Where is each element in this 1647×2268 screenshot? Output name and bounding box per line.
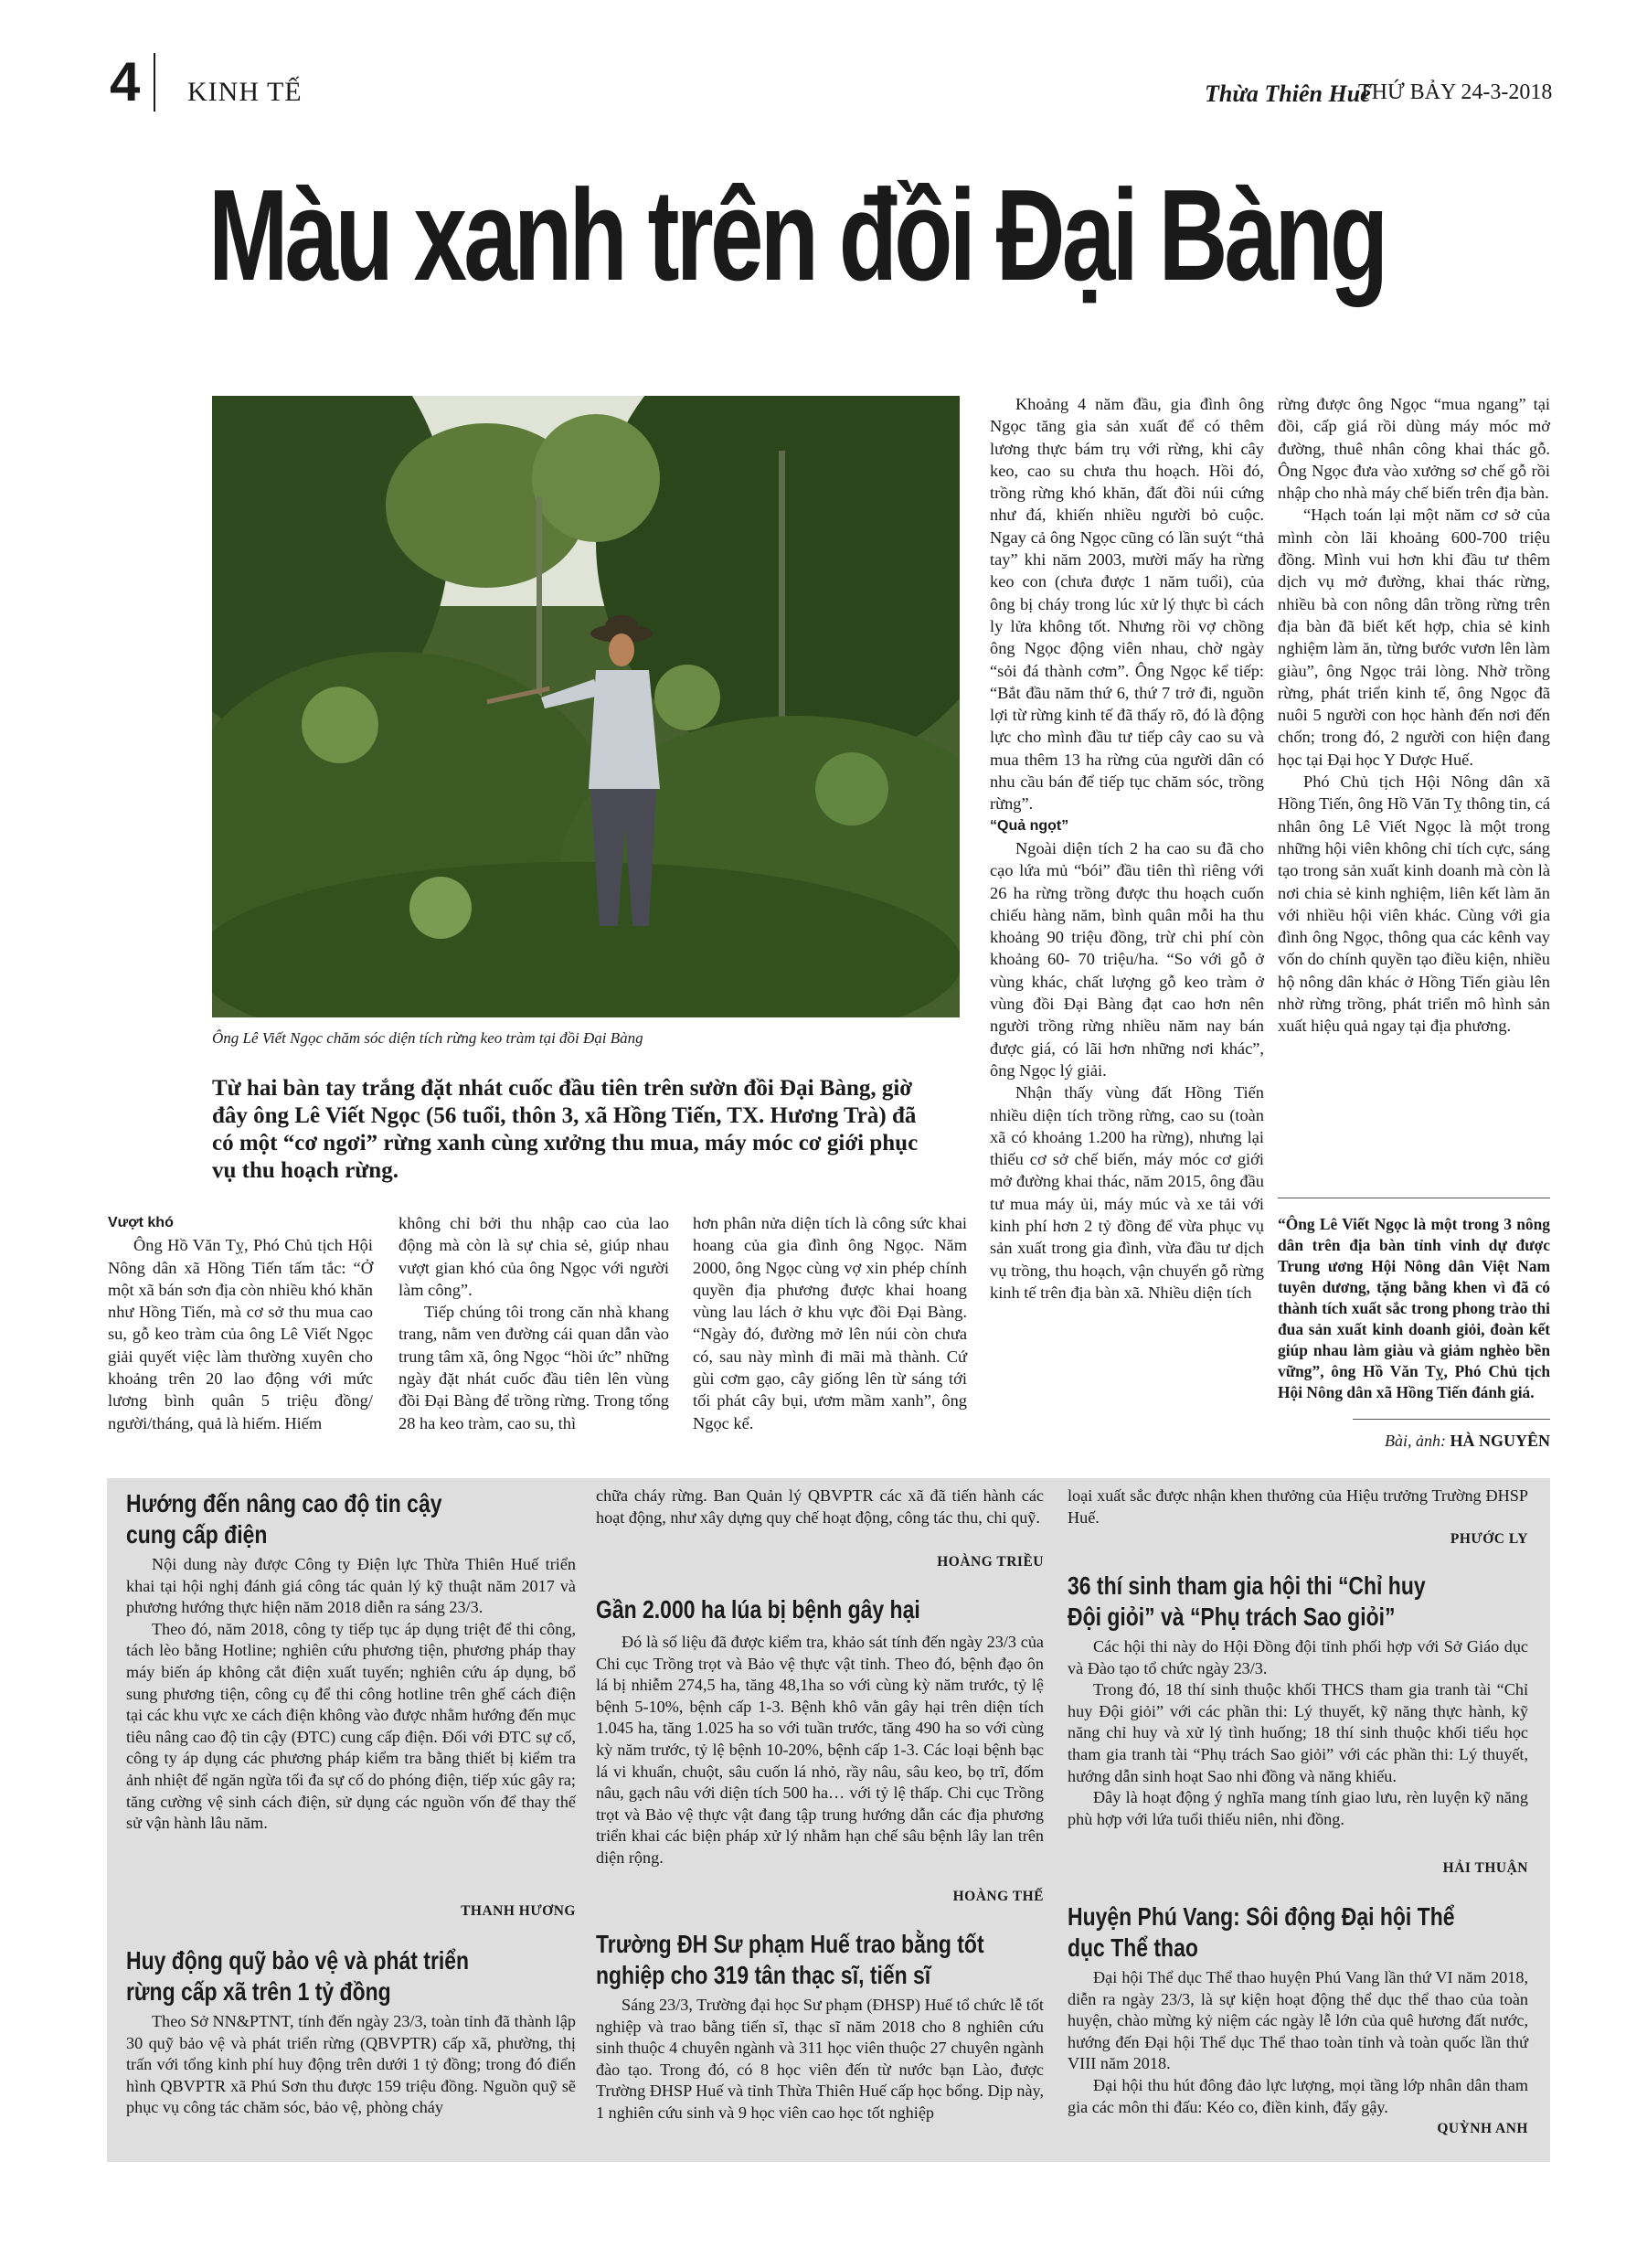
news-title-line: Trường ĐH Sư phạm Huế trao bằng tốt — [596, 1930, 984, 1958]
paragraph: Đây là hoạt động ý nghĩa mang tính giao lưu, rèn luyện kỹ năng phù hợp với lứa tuổi thiếu niên, nhi đồng. — [1068, 1788, 1528, 1828]
news-author: PHƯỚC LY — [1450, 1531, 1528, 1547]
page-number: 4 — [110, 51, 141, 112]
news-author: HOÀNG TRIỀU — [937, 1554, 1044, 1570]
news-title — [126, 1488, 441, 1550]
paragraph: Theo đó, năm 2018, công ty tiếp tục áp dụng triệt để thi công, tách lèo bằng Hotline; nghiên cứu phương tiện, phương pháp thay máy biến áp không cắt điện xuất tuyến; nghiên cứu áp dụng, bổ sung phương tiện, công cụ để thi công hotline trên ghế cách điện tại các khu vực xe cách điện không vào được nhằm hướng đến mục tiêu nâng cao độ tin cậy (ĐTC) cung cấp điện. Đối với ĐTC sự cố, công ty áp dụng các phương pháp kiểm tra bằng thiết bị kiểm tra ảnh nhiệt để ngăn ngừa tối đa sự cố do phóng điện, tiếp xúc gây ra; tăng cường vệ sinh cách điện, sử dụng các nguồn vốn để thay thế sử vận hành lâu năm. — [126, 1619, 576, 1833]
news-author: QUỲNH ANH — [1437, 2121, 1528, 2136]
news-author: HẢI THUẬN — [1442, 1860, 1528, 1876]
paragraph: rừng được ông Ngọc “mua ngang” tại đồi, cấp giá rồi dùng máy móc mở đường, thuê nhân công khai thác gỗ. Ông Ngọc đưa vào xưởng sơ chế gỗ rồi nhập cho nhà máy chế biến trên địa bàn. — [1278, 395, 1550, 503]
farmer-forest-illustration — [212, 396, 960, 1017]
news-title-line: Huyện Phú Vang: Sôi động Đại hội Thể — [1068, 1902, 1455, 1931]
paragraph: Sáng 23/3, Trường đại học Sư phạm (ĐHSP) Huế tổ chức lễ tốt nghiệp và trao bằng tiến sĩ, thạc sĩ năm 2018 cho 8 nghiên cứu sinh thuộc 4 chuyên ngành và 311 học viên thuộc 27 chuyên ngành đào tạo. Trong đó, có 8 học viên đến từ nước bạn Lào, được Trường ĐHSP Huế và tỉnh Thừa Thiên Huế cấp học bổng. Dịp này, 1 nghiên cứu sinh và 9 học viên cao học tốt nghiệp — [596, 1996, 1044, 2122]
paragraph: Theo Sở NN&PTNT, tính đến ngày 23/3, toàn tỉnh đã thành lập 30 quỹ bảo vệ và phát triển rừng (QBVPTR) cấp xã, phường, thị trấn với tổng kinh phí huy động trên dưới 1 tỷ đồng; trong đó điển hình QBVPTR xã Phú Sơn thu được 159 triệu đồng. Nguồn quỹ sẽ phục vụ công tác chăm sóc, bảo vệ, phòng cháy — [126, 2012, 576, 2117]
news-author: HOÀNG THẾ — [952, 1889, 1044, 1904]
masthead: Thừa Thiên Huế — [1205, 80, 1371, 107]
news-title — [126, 1945, 469, 2007]
news-title — [1068, 1571, 1426, 1633]
article-byline — [1278, 1432, 1550, 1451]
news-body-continued — [1068, 1485, 1528, 1528]
paragraph: chữa cháy rừng. Ban Quản lý QBVPTR các xã đã tiến hành các hoạt động, như xây dựng quy chế hoạt động, công tác thu, chi quỹ. — [596, 1486, 1044, 1527]
news-title-line: Đội giỏi” và “Phụ trách Sao giỏi” — [1068, 1603, 1396, 1631]
news-title-line: cung cấp điện — [126, 1520, 268, 1549]
paragraph: Trong đó, 18 thí sinh thuộc khối THCS tham gia tranh tài “Chỉ huy Đội giỏi” với các phần thi: Lý thuyết, kỹ năng thực hành, kỹ năng chỉ huy và xử lý tình huống; 18 thí sinh thuộc khối tiểu học tham gia tranh tài “Phụ trách Sao giỏi” với các phần thi: Lý thuyết, hướng dẫn sinh hoạt Sao nhi đồng và năng khiếu. — [1068, 1680, 1528, 1785]
paragraph: “Hạch toán lại một năm cơ sở của mình còn lãi khoảng 600-700 triệu đồng. Mình vui hơn khi đầu tư thêm dịch vụ mở đường, khai thác rừng, nhiều bà con nông dân trồng rừng trên địa bàn đã biết kết hợp, chia sẻ kinh nghiệm làm ăn, từng bước vươn lên làm giàu”, ông Ngọc trải lòng. Nhờ trồng rừng, phát triển kinh tế, ông Ngọc đã nuôi 5 người con học hành đến nơi đến chốn; trong đó, 2 người con hiện đang học tại Đại học Y Dược Huế. — [1278, 506, 1550, 769]
paragraph: Ông Hồ Văn Tỵ, Phó Chủ tịch Hội Nông dân xã Hồng Tiến tấm tắc: “Ở một xã bán sơn địa còn nhiều khó khăn như Hồng Tiến, mà cơ sở thu mua cao su, gỗ keo tràm của ông Lê Viết Ngọc giải quyết việc làm thường xuyên cho khoảng trên 20 lao động với mức lương bình quân 5 triệu đồng/ người/tháng, quả là hiếm. Hiếm — [108, 1236, 373, 1432]
paragraph: Nội dung này được Công ty Điện lực Thừa Thiên Huế triển khai tại hội nghị đánh giá công tác quản lý kỹ thuật năm 2017 và phương hướng thực hiện năm 2018 diễn ra sáng 23/3. — [126, 1555, 576, 1617]
subhead-qua-ngot: “Quả ngọt” — [990, 817, 1069, 834]
paragraph: hơn phân nửa diện tích là công sức khai hoang của gia đình ông Ngọc. Năm 2000, ông Ngọc cùng vợ xin phép chính quyền địa phương được khai hoang vùng lau lách ở khu vực đồi Đại Bàng. “Ngày đó, đường mở lên núi còn chưa có, sau này mình đi mãi mà thành. Cứ gùi cơm gạo, cây giống lên từ sáng tới tối phát cây bụi, ươm mầm xanh”, ông Ngọc kể. — [693, 1214, 967, 1432]
byline-author: HÀ NGUYÊN — [1450, 1432, 1550, 1450]
news-author: THANH HƯƠNG — [461, 1903, 576, 1919]
article-column-2 — [398, 1212, 669, 1434]
article-column-1 — [108, 1212, 373, 1434]
news-body-continued — [596, 1485, 1044, 1528]
news-title-line: rừng cấp xã trên 1 tỷ đồng — [126, 1977, 391, 2006]
paragraph: Đó là số liệu đã được kiểm tra, khảo sát tính đến ngày 23/3 của Chi cục Trồng trọt và Bảo vệ thực vật tỉnh. Theo đó, bệnh đạo ôn lá bị nhiễm 274,5 ha, tăng 48,1ha so với cùng kỳ năm trước, tỷ lệ bệnh 5-10%, bệnh cấp 1-3. Bệnh khô vằn gây hại trên diện tích 1.045 ha, tăng 1.025 ha so với tuần trước, tăng 490 ha so với cùng kỳ năm trước, tỷ lệ bệnh 10-20%, bệnh cấp 1-3. Các loại bệnh bạc lá vi khuẩn, chuột, sâu cuốn lá nhỏ, rầy nâu, sâu keo, bọ trĩ, đốm nâu, gạch nâu với diện tích 500 ha… với tỷ lệ thấp. Chi cục Trồng trọt và Bảo vệ thực vật đang tập trung hướng dẫn các địa phương triển khai các biện pháp xử lý nhằm hạn chế sâu bệnh lây lan trên diện rộng. — [596, 1633, 1044, 1867]
news-body — [596, 1995, 1044, 2124]
paragraph: Ngoài diện tích 2 ha cao su đã cho cạo lứa mủ “bói” đầu tiên thì riêng với 26 ha rừng trồng được thu hoạch cuốn chiếu hàng năm, bình quân mỗi ha thu khoảng 90 triệu đồng, trừ chi phí còn khoảng 60- 70 triệu/ha. “So với gỗ ở vùng khác, chất lượng gỗ keo tràm ở vùng đồi Đại Bàng đạt cao hơn nên người trồng rừng nhiều năm nay bán được giá, có lãi hơn những nơi khác”, ông Ngọc lý giải. — [990, 838, 1264, 1080]
byline-label: Bài, ảnh: — [1384, 1432, 1446, 1450]
paragraph: loại xuất sắc được nhận khen thưởng của Hiệu trưởng Trường ĐHSP Huế. — [1068, 1486, 1528, 1527]
news-body — [1068, 1967, 1528, 2118]
news-body — [126, 1554, 576, 1835]
article-photo — [212, 396, 960, 1017]
paragraph: Đại hội Thể dục Thể thao huyện Phú Vang lần thứ VI năm 2018, diễn ra ngày 23/3, là sự kiện hoạt động thể dục thể thao của toàn huyện, chào mừng kỷ niệm các ngày lễ lớn của quê hương đất nước, hướng đến Đại hội Thể dục Thể thao toàn tỉnh và toàn quốc lần thứ VIII năm 2018. — [1068, 1968, 1528, 2073]
header-divider — [154, 53, 155, 112]
news-title-line: 36 thí sinh tham gia hội thi “Chỉ huy — [1068, 1571, 1426, 1600]
news-title-line: nghiệp cho 319 tân thạc sĩ, tiến sĩ — [596, 1961, 931, 1989]
paragraph: Phó Chủ tịch Hội Nông dân xã Hồng Tiến, ông Hồ Văn Tỵ thông tin, cá nhân ông Lê Viết Ngọc là một trong những hội viên không chỉ tích cực, sáng tạo trong sản xuất kinh doanh mà còn là nơi chia sẻ kinh nghiệm, liên kết làm ăn với nhiều hội viên khác. Cùng với gia đình ông Ngọc, thông qua các kênh vay vốn do chính quyền tạo điều kiện, nhiều hộ nông dân khác ở Hồng Tiến giàu lên nhờ rừng trồng, phát triển mô hình sản xuất hiệu quả ngay tại địa phương. — [1278, 772, 1550, 1036]
article-column-3 — [693, 1212, 967, 1434]
subhead-vuot-kho: Vượt khó — [108, 1215, 174, 1230]
paragraph: Nhận thấy vùng đất Hồng Tiến nhiều diện tích trồng rừng, cao su (toàn xã có khoảng 1.200 ha rừng), nhưng lại thiếu cơ sở chế biến, máy móc cơ giới mở đường khai thác, năm 2015, ông đầu tư mua máy ủi, máy múc và xe tải với kinh phí hơn 2 tỷ đồng để vừa phục vụ sản xuất trong gia đình, vừa đầu tư dịch vụ trồng, thu hoạch, vận chuyển gỗ rừng kinh tế trên địa bàn xã. Nhiều diện tích — [990, 1083, 1264, 1302]
pull-quote: “Ông Lê Viết Ngọc là một trong 3 nông dân trên địa bàn tỉnh vinh dự được Trung ương Hội Nông dân Việt Nam tuyên dương, tặng bằng khen vì đã có thành tích xuất sắc trong phong trào thi đua sản xuất kinh doanh giỏi, đoàn kết giúp nhau làm giàu và giảm nghèo bền vững”, ông Hồ Văn Tỵ, Phó Chủ tịch Hội Nông dân xã Hồng Tiến đánh giá. — [1278, 1215, 1550, 1401]
news-title — [1068, 1901, 1455, 1964]
article-lead: Từ hai bàn tay trắng đặt nhát cuốc đầu tiên trên sườn đồi Đại Bàng, giờ đây ông Lê Viết Ngọc (56 tuổi, thôn 3, xã Hồng Tiến, TX. Hương Trà) đã có một “cơ ngơi” rừng xanh cùng xưởng thu mua, máy móc cơ giới phục vụ thu hoạch rừng. — [212, 1076, 919, 1183]
issue-date: THỨ BẢY 24-3-2018 — [1358, 80, 1553, 104]
paragraph: Các hội thi này do Hội Đồng đội tỉnh phối hợp với Sở Giáo dục và Đào tạo tổ chức ngày 23/3. — [1068, 1637, 1528, 1677]
news-title-line: Hướng đến nâng cao độ tin cậy — [126, 1489, 442, 1517]
paragraph: Đại hội thu hút đông đảo lực lượng, mọi tầng lớp nhân dân tham gia các môn thi đấu: Kéo co, điền kinh, đẩy gậy. — [1068, 2075, 1528, 2116]
news-title: Gần 2.000 ha lúa bị bệnh gây hại — [596, 1595, 920, 1624]
news-body — [126, 2011, 576, 2119]
news-title — [596, 1929, 984, 1991]
quote-divider — [1353, 1419, 1550, 1420]
article-column-5 — [1278, 393, 1550, 1038]
paragraph: không chỉ bởi thu nhập cao của lao động mà còn là sự chia sẻ, giúp nhau vượt gian khó của ông Ngọc với người làm công”. — [398, 1214, 669, 1299]
headline: Màu xanh trên đồi Đại Bàng — [208, 163, 1386, 308]
photo-caption: Ông Lê Viết Ngọc chăm sóc diện tích rừng keo tràm tại đồi Đại Bàng — [212, 1029, 643, 1047]
news-body — [596, 1632, 1044, 1869]
news-title-line: dục Thể thao — [1068, 1933, 1198, 1962]
paragraph: Tiếp chúng tôi trong căn nhà khang trang, nằm ven đường cái quan dẫn vào trung tâm xã, ông Ngọc “hồi ức” những ngày đặt nhát cuốc đầu tiên lên vùng đồi Đại Bàng để trồng rừng. Trong tổng 28 ha keo tràm, cao su, thì — [398, 1303, 669, 1432]
news-title-line: Huy động quỹ bảo vệ và phát triển — [126, 1946, 470, 1975]
article-column-4 — [990, 393, 1264, 1304]
news-body — [1068, 1636, 1528, 1830]
section-title: KINH TẾ — [187, 77, 303, 107]
paragraph: Khoảng 4 năm đầu, gia đình ông Ngọc tăng gia sản xuất để có thêm lương thực bám trụ với rừng, khi cây keo, cao su chưa thu hoạch. Hồi đó, trồng rừng khó khăn, đất đồi núi cứng như đá, khiến nhiều người bỏ cuộc. Ngay cả ông Ngọc cũng có lần suýt “thả tay” khi năm 2003, mười mấy ha rừng keo con (chưa được 1 năm tuổi), của ông bị cháy trong lúc xử lý thực bì cách ly lửa không tốt. Nhưng rồi vợ chồng ông Ngọc động viên nhau, chờ ngày “sỏi đá thành cơm”. Ông Ngọc kể tiếp: “Bắt đầu năm thứ 6, thứ 7 trở đi, nguồn lợi từ rừng kinh tế đã thấy rõ, đó là động lực cho mình đầu tư tiếp cây cao su và mua thêm 13 ha rừng của người dân có nhu cầu bán để tiếp tục chăm sóc, trồng rừng”. — [990, 395, 1264, 814]
